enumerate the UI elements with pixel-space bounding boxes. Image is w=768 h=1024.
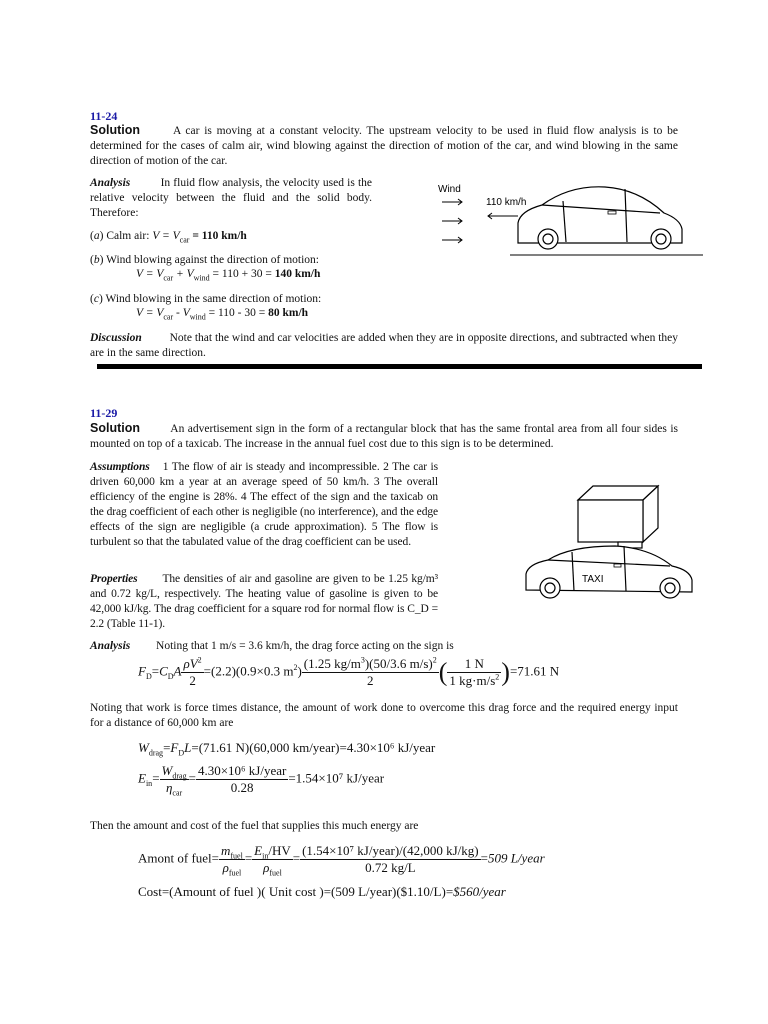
fuel-result: 509 L/year (487, 850, 545, 866)
speed-arrow (488, 213, 518, 219)
case-c-equation (136, 307, 309, 322)
case-b-equation (136, 268, 321, 283)
solution-text: A car is moving at a constant velocity. The upstream velocity to be used in fluid flow analysis is to be determined for the cases of calm air, wind blowing against the direction of motion of the car, and wind blowing in the same direction of motion of the car. (90, 125, 678, 167)
case-a-sub: car (179, 235, 190, 245)
analysis-text: In fluid flow analysis, the velocity used is the relative velocity between the fluid and the solid body. Therefore: (90, 177, 372, 219)
case-a-eq: V = V (152, 230, 180, 242)
case-c-eq-2: - V (176, 307, 190, 319)
solution-paragraph (90, 421, 678, 452)
case-b-eq-3: = 110 + 30 = (212, 268, 272, 280)
wind-label: Wind (438, 184, 461, 195)
case-b-eq-1: V = V (136, 268, 164, 280)
analysis-text: Noting that 1 m/s = 3.6 km/h, the drag force acting on the sign is (156, 640, 454, 652)
sign-block-icon (578, 486, 658, 548)
case-a-tag: a (93, 230, 100, 242)
problem-number: 11-29 (90, 406, 118, 420)
car-wind-figure (430, 175, 705, 265)
drag-force-equation: $F_D=C_DA$ $\frac{\rho V^2}{2}$ =(2.2)(0.9×0.3 $m^2$) $\frac{(1.25 kg/m^3)(50/3.6 m/s)^2}{2}$ ( $\frac{1 N}{1 kg\cdot m/s^2}$ )=71.61 N (138, 655, 560, 688)
discussion-label: Discussion (90, 332, 142, 344)
fuel-equation: Amont of fuel= $\frac{m_{fuel}}{\rho_{fuel}}$ = $\frac{E_{in}/HV}{\rho_{fuel}}$ = $\frac{\text{(1.54×10⁷ kJ/year)/(42,000 kJ/kg)}}{0.72 kg/L}$ =509 L/year (138, 843, 545, 878)
assumptions-label: Assumptions (90, 461, 150, 473)
section-divider (97, 364, 702, 369)
taxi-label: TAXI (582, 574, 604, 585)
drag-force-result: =71.61 N (509, 663, 560, 679)
case-b-sub-2: wind (193, 273, 210, 283)
energy-equation: $E_{in}=$ $\frac{W_{drag}}{\eta_{car}}$ = $\frac{\text{4.30×10⁶ kJ/year}}{0.28}$ =1.54×10⁷ kJ/year (138, 763, 385, 798)
analysis-label: Analysis (90, 177, 131, 189)
energy-numerator: 4.30×10⁶ kJ/year (197, 763, 287, 778)
solution-text: An advertisement sign in the form of a rectangular block that has the same frontal area from all four sides is mounted on top of a taxicab. The increase in the annual fuel cost due to this sign is to be determined. (90, 423, 678, 450)
assumptions-paragraph (90, 460, 438, 550)
properties-label: Properties (90, 573, 138, 585)
cost-equation (138, 884, 506, 900)
case-a-label: Calm air: (106, 230, 150, 242)
properties-paragraph (90, 572, 438, 632)
case-c-sub-1: car (163, 312, 174, 322)
work-paragraph: Noting that work is force times distance, the amount of work done to overcome this drag force and the required energy input for a distance of 60,000 km are (90, 702, 678, 729)
case-c-eq-1: V = V (136, 307, 164, 319)
discussion-text: Note that the wind and car velocities are added when they are in opposite directions, and subtracted when they are in the same direction. (90, 332, 679, 359)
case-b-eq-2: + V (176, 268, 194, 280)
case-c-sub-2: wind (189, 312, 206, 322)
case-b-label: Wind blowing against the direction of motion: (106, 254, 319, 266)
assumptions-text: 1 The flow of air is steady and incompressible. 2 The car is driven 60,000 km a year at an average speed of 50 km/h. 3 The overall efficiency of the engine is 28%. 4 The effect of the sign and the taxicab on the drag coefficient of each other is negligible (no interference), and the edge effects of the sign are negligible (a crude approximation). 5 The flow is turbulent so that the tabulated value of the drag coefficient can be used. (90, 461, 439, 548)
analysis-paragraph (90, 176, 372, 221)
solution-label: Solution (90, 421, 140, 435)
fuel-numerator: (1.54×10⁷ kJ/year)/(42,000 kJ/kg) (302, 843, 479, 858)
case-c: (c) Wind blowing in the same direction of motion: (90, 293, 322, 305)
case-c-result: 80 km/h (268, 307, 309, 319)
fuel-paragraph: Then the amount and cost of the fuel that supplies this much energy are (90, 820, 419, 832)
analysis-line (90, 640, 454, 652)
case-b: (b) Wind blowing against the direction of motion: (90, 254, 319, 266)
solution-label: Solution (90, 123, 140, 137)
cost-result: $560/year (453, 884, 506, 899)
fuel-label: Amont of fuel (138, 850, 212, 866)
case-b-tag: b (93, 254, 100, 266)
fuel-denominator: 0.72 kg/L (365, 860, 416, 875)
speed-label: 110 km/h (486, 197, 527, 208)
case-c-tag: c (93, 293, 99, 305)
cost-equation-text: Cost=(Amount of fuel )( Unit cost )=(509 L/year)($1.10/L)= (138, 884, 454, 899)
case-b-sub-1: car (163, 273, 174, 283)
case-a-result: = 110 km/h (192, 230, 247, 242)
energy-denominator: 0.28 (230, 780, 254, 795)
wind-arrows (442, 199, 462, 243)
discussion-paragraph (90, 331, 678, 361)
car-icon (518, 187, 682, 249)
taxi-car-icon (526, 546, 692, 598)
case-a: (a) Calm air: $V = V_{car} = 110$ km/h (90, 230, 247, 245)
properties-text: The densities of air and gasoline are given to be 1.25 kg/m³ and 0.72 kg/L, respectively. The heating value of gasoline is given to be 42,000 kJ/kg. The drag coefficient for a square rod for normal flow is C_D = 2.2 (Table 11-1). (90, 573, 438, 630)
analysis-label: Analysis (90, 640, 131, 652)
solution-paragraph (90, 123, 678, 169)
work-equation: $W_{drag}=F_DL=(71.61$ N)(60,000 km/year)=4.30×10⁶ kJ/year (138, 740, 436, 758)
taxi-figure (520, 482, 700, 612)
case-c-label: Wind blowing in the same direction of motion: (105, 293, 322, 305)
energy-result: =1.54×10⁷ kJ/year (288, 770, 385, 786)
case-b-result: 140 km/h (274, 268, 321, 280)
case-c-eq-3: = 110 - 30 = (208, 307, 266, 319)
problem-number: 11-24 (90, 109, 118, 123)
work-equation-rhs: =(71.61 N)(60,000 km/year)=4.30×10⁶ kJ/year (191, 740, 436, 755)
